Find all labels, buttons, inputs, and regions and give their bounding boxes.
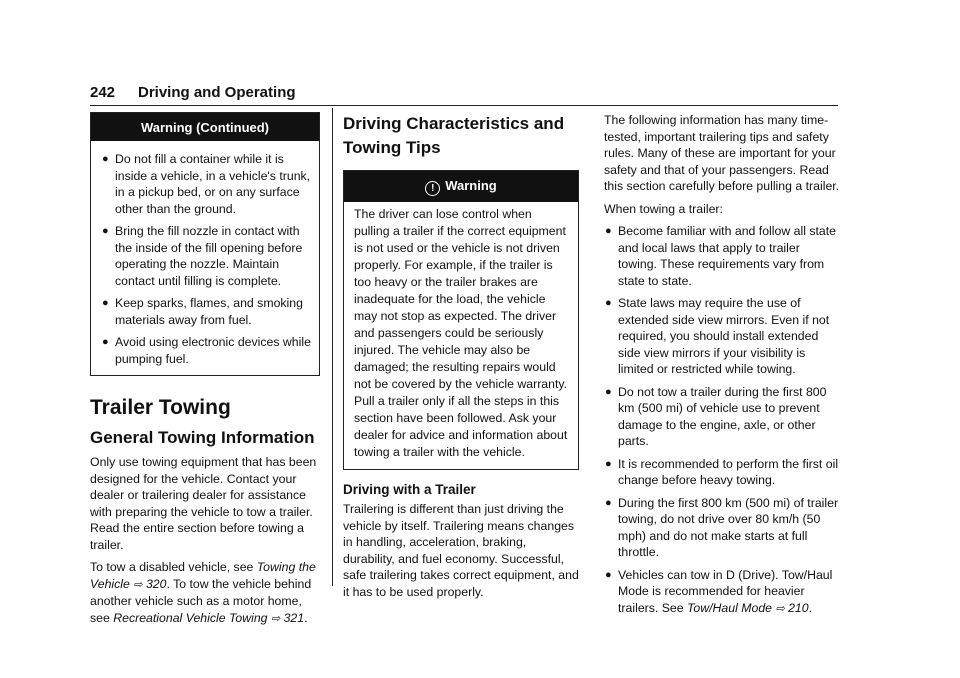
warning-bullet: ● Keep sparks, flames, and smoking materials away from fuel.	[102, 296, 303, 327]
paragraph-intro: The following information has many time-tested, important trailering tips and safety rules. Many of these are important for your safety and that of your passengers. Read this section carefully before pulling a trailer.	[604, 113, 840, 193]
link-recreational-vehicle-towing[interactable]: Recreational Vehicle Towing ⇨ 321	[113, 610, 305, 625]
link-tow-haul-mode[interactable]: Tow/Haul Mode ⇨ 210	[687, 600, 809, 615]
column-left	[90, 112, 320, 633]
heading-driving-characteristics: Driving Characteristics and Towing Tips	[343, 114, 565, 157]
page-ref-icon: ⇨	[133, 578, 143, 591]
bullet-icon: ●	[102, 225, 109, 237]
page-ref-icon: ⇨	[775, 602, 785, 615]
link-towing-the-vehicle[interactable]: Towing the Vehicle ⇨ 320	[90, 560, 316, 591]
list-item: ● Do not tow a trailer during the first 800 km (500 mi) of vehicle use to prevent damage to the engine, axle, or other parts.	[605, 384, 827, 448]
heading-general-towing: General Towing Information	[90, 428, 315, 447]
column-divider	[332, 108, 333, 586]
warning-bullet-list	[101, 151, 311, 367]
column-middle	[343, 112, 579, 606]
heading-trailer-towing: Trailer Towing	[90, 396, 231, 419]
column-right	[604, 112, 840, 617]
bullet-icon: ●	[102, 297, 109, 309]
warning-box	[343, 170, 579, 470]
paragraph-driving-with-trailer: Trailering is different than just driving the vehicle by itself. Trailering means changes in handling, acceleration, braking, durability, and fuel economy. Successful, safe trailering takes correct equipment, and it has to be used properly.	[343, 502, 579, 599]
warning-icon: !	[425, 181, 440, 196]
section-title: Driving and Operating	[138, 84, 296, 101]
list-item: ● During the first 800 km (500 mi) of trailer towing, do not drive over 80 km/h (50 mph) and do not make starts at full throttle.	[605, 495, 839, 559]
list-item: ● State laws may require the use of extended side view mirrors. Even if not required, you should install extended side view mirrors if your visibility is limited or restricted while towing.	[605, 296, 830, 376]
bullet-icon: ●	[102, 153, 109, 165]
bullet-icon: ●	[605, 496, 612, 509]
list-item: ● Vehicles can tow in D (Drive). Tow/Haul Mode is recommended for heavier trailers. See Tow/Haul Mode ⇨ 210.	[605, 567, 833, 615]
bullet-icon: ●	[605, 385, 612, 398]
warning-continued-box	[90, 112, 320, 376]
warning-continued-title: Warning (Continued)	[91, 113, 319, 141]
warning-bullet: ● Do not fill a container while it is inside a vehicle, in a vehicle's trunk, in a pickup bed, or on any surface other than the ground.	[102, 152, 311, 216]
paragraph-lead: When towing a trailer:	[604, 201, 723, 216]
bullet-icon: ●	[605, 457, 612, 470]
warning-bullet: ● Avoid using electronic devices while pumping fuel.	[102, 335, 311, 366]
towing-tips-list	[604, 223, 840, 617]
page-header	[90, 84, 840, 104]
page-ref-icon: ⇨	[270, 612, 281, 625]
paragraph-disabled-vehicle: To tow a disabled vehicle, see Towing the Vehicle ⇨ 320. To tow the vehicle behind another vehicle such as a motor home, see Recreational Vehicle Towing ⇨ 321.	[90, 560, 316, 625]
warning-title: ! Warning	[344, 171, 578, 202]
heading-driving-with-trailer: Driving with a Trailer	[343, 482, 476, 497]
bullet-icon: ●	[605, 568, 612, 581]
bullet-icon: ●	[605, 225, 612, 237]
list-item: ● Become familiar with and follow all state and local laws that apply to trailer towing. These requirements vary from state to state.	[605, 224, 837, 288]
warning-bullet: ● Bring the fill nozzle in contact with the inside of the fill opening before operating the nozzle. Maintain contact until filling is complete.	[102, 224, 303, 288]
page-number: 242	[90, 84, 116, 101]
bullet-icon: ●	[102, 336, 109, 348]
header-divider	[90, 105, 838, 106]
warning-text: The driver can lose control when pulling a trailer if the correct equipment is not used or the vehicle is not driven properly. For example, if the trailer is too heavy or the trailer brakes are inadequate for the load, the vehicle may not stop as expected. The driver and passengers could be seriously injured. The vehicle may also be damaged; the resulting repairs would not be covered by the vehicle warranty. Pull a trailer only if all the steps in this section have been followed. Ask your dealer for advice and information about towing a trailer with the vehicle.	[354, 207, 568, 459]
list-item: ● It is recommended to perform the first oil change before heavy towing.	[605, 456, 839, 487]
bullet-icon: ●	[605, 297, 612, 309]
paragraph-general: Only use towing equipment that has been designed for the vehicle. Contact your dealer or trailering dealer for assistance with preparing the vehicle to tow a trailer. Read the entire section before towing a trailer.	[90, 455, 317, 552]
